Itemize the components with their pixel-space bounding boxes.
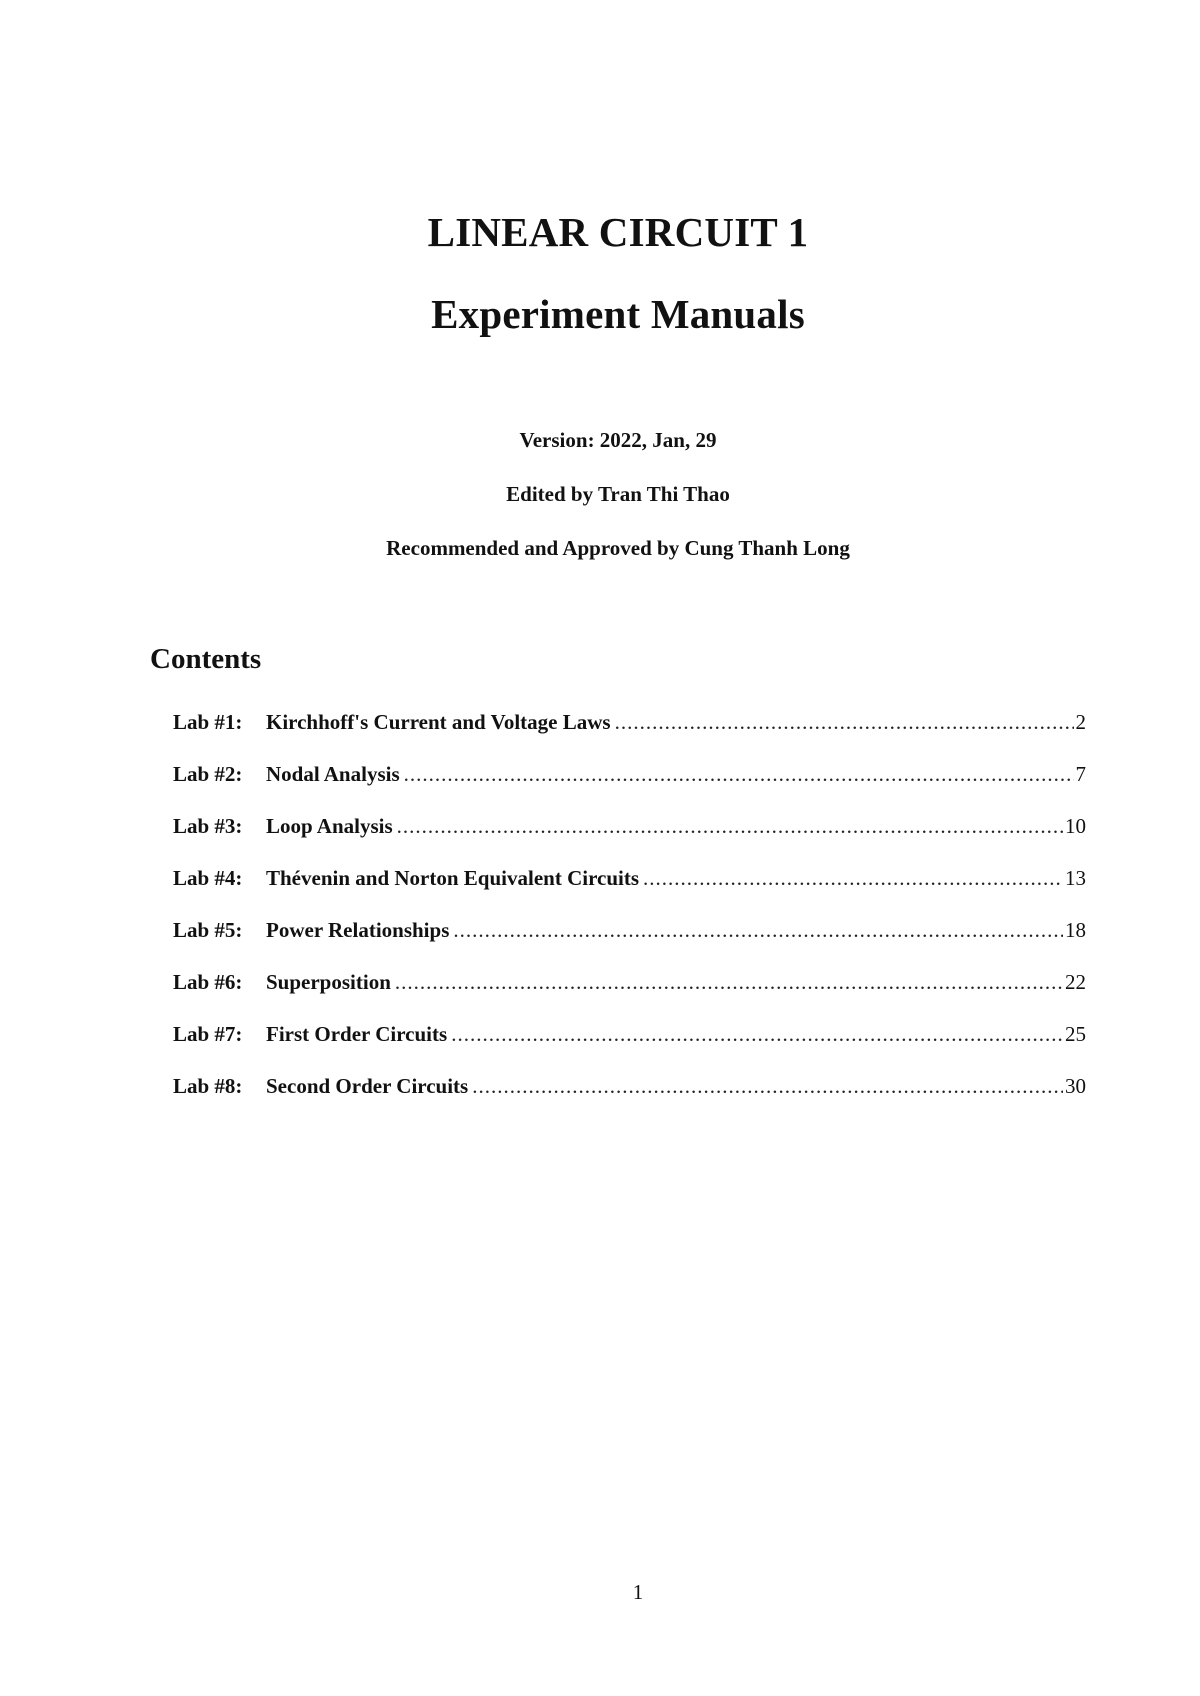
- table-of-contents: [173, 710, 1086, 1126]
- toc-dot-leader: [615, 710, 1074, 735]
- toc-lab-title: Loop Analysis: [266, 814, 393, 838]
- toc-page-number: 30: [1065, 1074, 1086, 1098]
- toc-lab-number: Lab #2:: [173, 762, 243, 786]
- toc-entry[interactable]: [173, 1074, 1086, 1126]
- toc-page-number: 7: [1075, 762, 1086, 786]
- toc-entry[interactable]: [173, 762, 1086, 814]
- toc-lab-number: Lab #3:: [173, 814, 243, 838]
- toc-dot-leader: [643, 866, 1063, 891]
- document-subtitle: Experiment Manuals: [431, 291, 805, 337]
- toc-dot-leader: [395, 970, 1063, 995]
- toc-lab-number: Lab #8:: [173, 1074, 243, 1098]
- toc-entry[interactable]: [173, 970, 1086, 1022]
- toc-dot-leader: [472, 1074, 1063, 1099]
- toc-lab-number: Lab #6:: [173, 970, 243, 994]
- toc-entry[interactable]: [173, 814, 1086, 866]
- toc-entry[interactable]: [173, 710, 1086, 762]
- toc-page-number: 10: [1065, 814, 1086, 838]
- toc-page-number: 18: [1065, 918, 1086, 942]
- toc-lab-number: Lab #5:: [173, 918, 243, 942]
- toc-page-number: 13: [1065, 866, 1086, 890]
- toc-lab-title: Superposition: [266, 970, 391, 994]
- document-title: LINEAR CIRCUIT 1: [427, 209, 809, 255]
- toc-dot-leader: [397, 814, 1063, 839]
- toc-entry[interactable]: [173, 918, 1086, 970]
- toc-entry[interactable]: [173, 866, 1086, 918]
- toc-lab-title: Second Order Circuits: [266, 1074, 469, 1098]
- toc-lab-title: First Order Circuits: [266, 1022, 448, 1046]
- toc-entry[interactable]: [173, 1022, 1086, 1074]
- toc-dot-leader: [453, 918, 1063, 943]
- editor-line: Edited by Tran Thi Thao: [506, 482, 730, 506]
- toc-lab-title: Power Relationships: [266, 918, 450, 942]
- toc-lab-number: Lab #1:: [173, 710, 243, 734]
- toc-lab-number: Lab #4:: [173, 866, 243, 890]
- toc-page-number: 25: [1065, 1022, 1086, 1046]
- page-number: 1: [632, 1580, 644, 1604]
- version-line: Version: 2022, Jan, 29: [519, 428, 717, 452]
- toc-dot-leader: [404, 762, 1074, 787]
- toc-lab-title: Thévenin and Norton Equivalent Circuits: [266, 866, 640, 890]
- toc-page-number: 2: [1075, 710, 1086, 734]
- toc-page-number: 22: [1065, 970, 1086, 994]
- toc-dot-leader: [451, 1022, 1063, 1047]
- toc-lab-number: Lab #7:: [173, 1022, 243, 1046]
- toc-lab-title: Kirchhoff's Current and Voltage Laws: [266, 710, 611, 734]
- approval-line: Recommended and Approved by Cung Thanh Long: [386, 536, 850, 560]
- contents-heading: Contents: [150, 643, 262, 675]
- toc-lab-title: Nodal Analysis: [266, 762, 400, 786]
